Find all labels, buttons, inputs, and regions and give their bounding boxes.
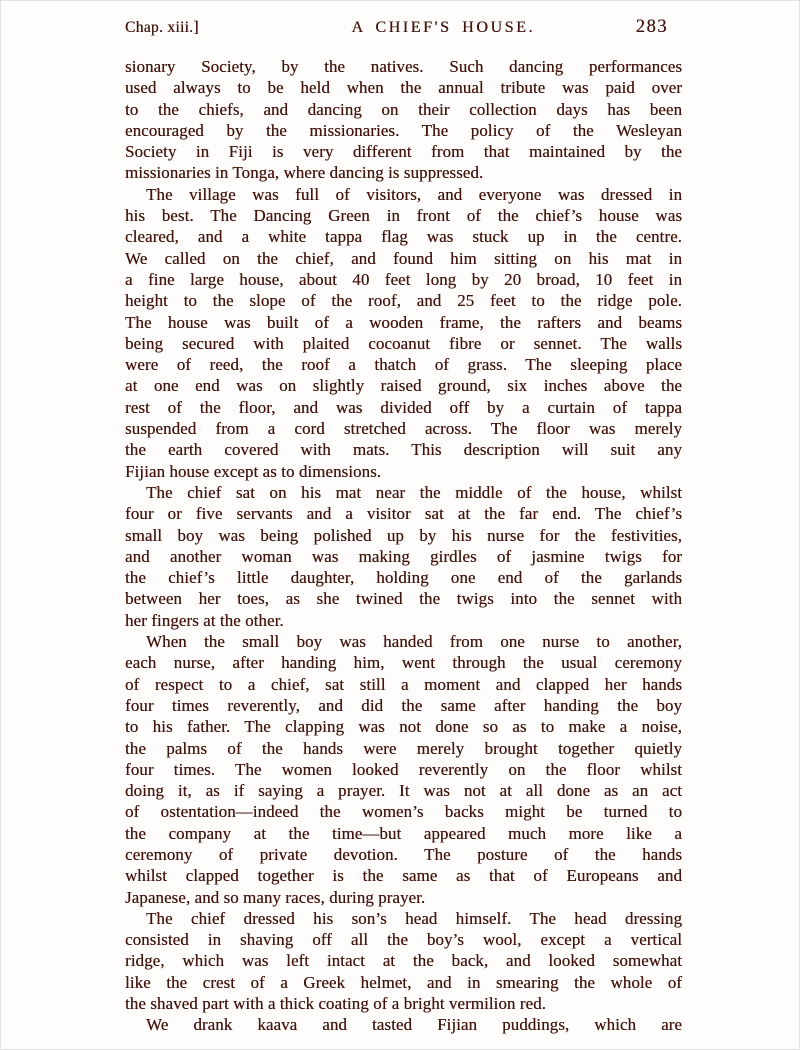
paragraph <box>125 908 682 1014</box>
text-line: small boy was being polished up by his nurse for the festivities, <box>125 525 682 545</box>
text-line: The village was full of visitors, and everyone was dressed in <box>146 184 682 204</box>
text-line: We called on the chief, and found him sitting on his mat in <box>125 248 682 268</box>
text-line: The house was built of a wooden frame, the rafters and beams <box>125 312 682 332</box>
text-line: at one end was on slightly raised ground, six inches above the <box>125 376 682 396</box>
text-line: and another woman was making girdles of jasmine twigs for <box>125 546 682 566</box>
text-line: missionaries in Tonga, where dancing is suppressed. <box>125 163 484 183</box>
chapter-label: Chap. xiii.] <box>125 19 199 36</box>
text-line: her fingers at the other. <box>125 610 284 630</box>
page-header <box>125 17 682 38</box>
text-line: The chief dressed his son’s head himself. The head dressing <box>146 908 682 928</box>
text-line: ceremony of private devotion. The posture of the hands <box>125 844 682 864</box>
text-line: We drank kaava and tasted Fijian puddings, which are <box>146 1015 682 1035</box>
text-line: suspended from a cord stretched across. The floor was merely <box>125 419 682 439</box>
text-line: Society in Fiji is very different from that maintained by the <box>125 142 682 162</box>
text-line: consisted in shaving off all the boy’s wool, except a vertical <box>125 930 682 950</box>
text-line: a fine large house, about 40 feet long by 20 broad, 10 feet in <box>125 269 682 289</box>
text-line: When the small boy was handed from one nurse to another, <box>146 632 682 652</box>
text-line: between her toes, as she twined the twigs into the sennet with <box>125 589 682 609</box>
text-line: to the chiefs, and dancing on their collection days has been <box>125 99 682 119</box>
text-line: four or five servants and a visitor sat at the far end. The chief’s <box>125 504 682 524</box>
text-line: each nurse, after handing him, went through the usual ceremony <box>125 653 682 673</box>
text-line: sionary Society, by the natives. Such dancing performances <box>125 57 682 76</box>
text-line: used always to be held when the annual tribute was paid over <box>125 78 682 98</box>
text-line: the earth covered with mats. This description will suit any <box>125 440 682 460</box>
text-line: rest of the floor, and was divided off by a curtain of tappa <box>125 397 682 417</box>
text-line: ridge, which was left intact at the back, and looked somewhat <box>125 951 682 971</box>
text-line: The chief sat on his mat near the middle of the house, whilst <box>146 482 682 502</box>
paragraph <box>125 56 682 184</box>
text-line: four times reverently, and did the same after handing the boy <box>125 695 682 715</box>
text-line: the company at the time—but appeared much more like a <box>125 823 682 843</box>
text-line: the palms of the hands were merely brought together quietly <box>125 738 682 758</box>
paragraph <box>125 184 682 482</box>
text-line: were of reed, the roof a thatch of grass. The sleeping place <box>125 355 682 375</box>
text-line: of respect to a chief, sat still a moment and clapped her hands <box>125 674 682 694</box>
paragraph <box>125 631 682 908</box>
text-line: his best. The Dancing Green in front of the chief’s house was <box>125 206 682 226</box>
paragraph <box>125 482 682 631</box>
running-title: A CHIEF'S HOUSE. <box>351 19 536 36</box>
text-line: height to the slope of the roof, and 25 feet to the ridge pole. <box>125 291 682 311</box>
text-line: encouraged by the missionaries. The policy of the Wesleyan <box>125 120 682 140</box>
text-line: being secured with plaited cocoanut fibre or sennet. The walls <box>125 333 682 353</box>
text-line: Fijian house except as to dimensions. <box>125 461 382 481</box>
text-line: like the crest of a Greek helmet, and in smearing the whole of <box>125 972 682 992</box>
page-body <box>125 56 682 1036</box>
text-line: of ostentation—indeed the women’s backs might be turned to <box>125 802 682 822</box>
text-line: the shaved part with a thick coating of a bright vermilion red. <box>125 994 546 1014</box>
page-number: 283 <box>635 17 668 37</box>
text-line: the chief’s little daughter, holding one end of the garlands <box>125 568 682 588</box>
text-line: whilst clapped together is the same as that of Europeans and <box>125 866 682 886</box>
text-line: to his father. The clapping was not done so as to make a noise, <box>125 717 682 737</box>
text-line: Japanese, and so many races, during prayer. <box>125 887 426 907</box>
text-line: doing it, as if saying a prayer. It was not at all done as an act <box>125 781 682 801</box>
text-line: four times. The women looked reverently on the floor whilst <box>125 759 682 779</box>
paragraph <box>125 1014 682 1035</box>
text-line: cleared, and a white tappa flag was stuck up in the centre. <box>125 227 682 247</box>
